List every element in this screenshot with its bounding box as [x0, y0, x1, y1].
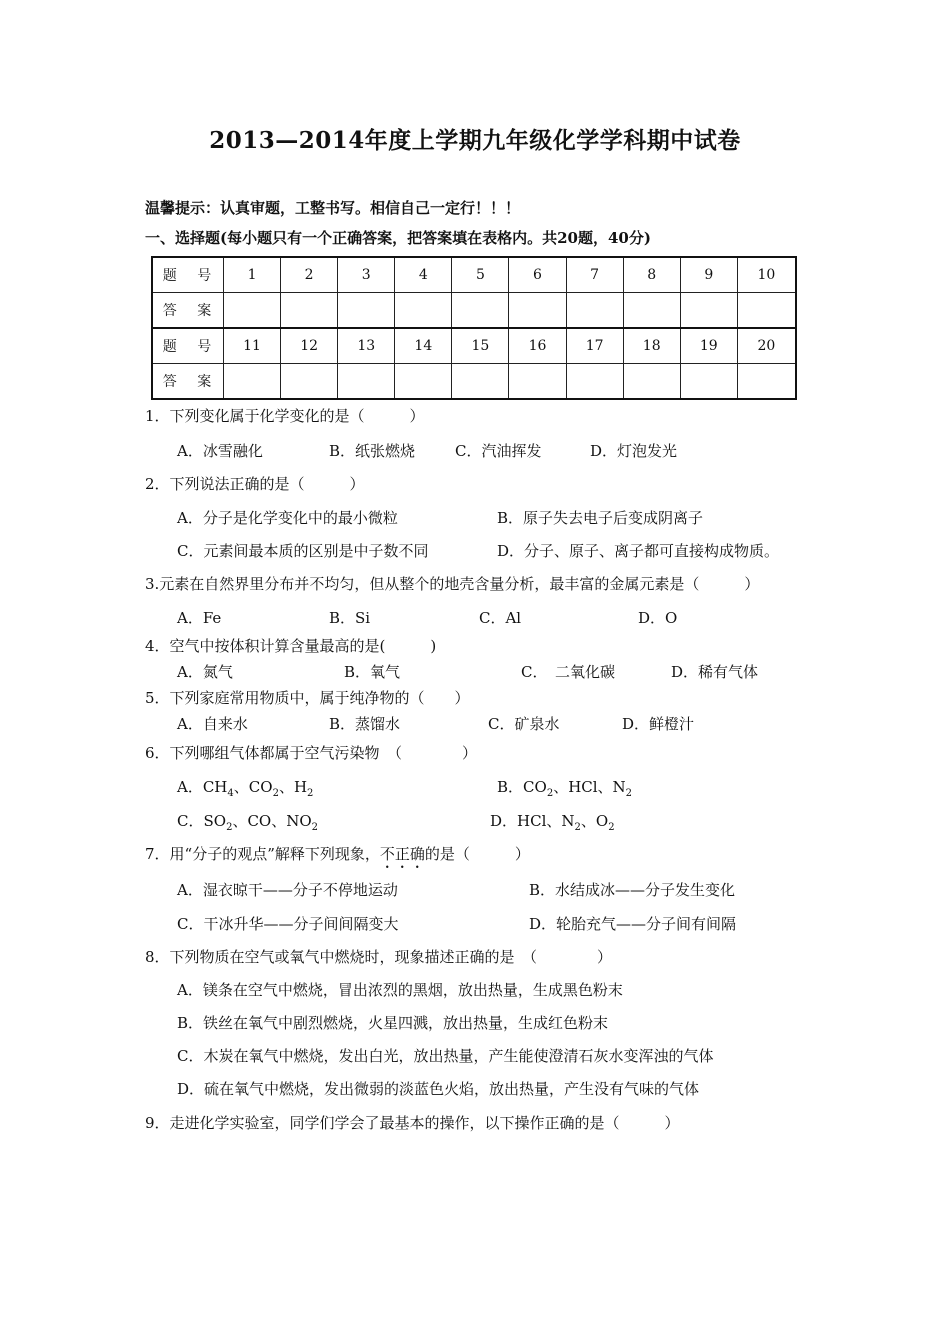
answer-cell[interactable] [224, 293, 281, 329]
question-4-stem: 4．空气中按体积计算含量最高的是( ) [145, 637, 437, 655]
question-9-stem: 9．走进化学实验室，同学们学会了最基本的操作，以下操作正确的是（ ） [145, 1114, 680, 1132]
number-cell: 6 [509, 257, 566, 293]
question-5-stem: 5．下列家庭常用物质中，属于纯净物的（ ） [145, 689, 470, 707]
question-2-stem: 2．下列说法正确的是（ ） [145, 475, 365, 493]
q6-option-d: D．HCl、$N_2$、$O_2$ [490, 812, 615, 833]
q8-option-b: B．铁丝在氧气中剧烈燃烧，火星四溅，放出热量，生成红色粉末 [177, 1014, 609, 1032]
answer-cell[interactable] [338, 364, 395, 400]
number-cell: 8 [623, 257, 680, 293]
answer-cell[interactable] [338, 293, 395, 329]
grid-number-row-1 [152, 257, 796, 293]
q7-option-c: C．干冰升华——分子间间隔变大 [177, 915, 399, 933]
answer-cell[interactable] [680, 364, 737, 400]
q3-option-d: D．O [638, 609, 678, 627]
tip-text: 温馨提示：认真审题，工整书写。相信自己一定行！！！ [145, 199, 521, 217]
number-cell: 11 [224, 328, 281, 364]
grid-answer-row-1 [152, 293, 796, 329]
number-cell: 15 [452, 328, 509, 364]
number-cell: 13 [338, 328, 395, 364]
q3-option-a: A．Fe [177, 609, 222, 627]
answer-cell[interactable] [566, 364, 623, 400]
q5-option-b: B．蒸馏水 [329, 715, 401, 733]
answer-cell[interactable] [281, 364, 338, 400]
answer-cell[interactable] [395, 364, 452, 400]
number-cell: 17 [566, 328, 623, 364]
number-label: 题 号 [152, 328, 224, 364]
q2-option-b: B．原子失去电子后变成阴离子 [497, 509, 704, 527]
answer-cell[interactable] [509, 293, 566, 329]
answer-cell[interactable] [623, 364, 680, 400]
q8-option-c: C．木炭在氧气中燃烧，发出白光，放出热量，产生能使澄清石灰水变浑浊的气体 [177, 1047, 714, 1065]
q6-option-b: B．$CO_2$、HCl、$N_2$ [497, 778, 633, 799]
q1-option-a: A．冰雪融化 [177, 442, 263, 460]
number-cell: 4 [395, 257, 452, 293]
number-cell: 3 [338, 257, 395, 293]
answer-cell[interactable] [281, 293, 338, 329]
q2-option-a: A．分子是化学变化中的最小微粒 [177, 509, 398, 527]
answer-grid [151, 256, 797, 400]
question-3-stem: 3.元素在自然界里分布并不均匀，但从整个的地壳含量分析，最丰富的金属元素是（ ） [145, 575, 760, 593]
q4-option-b: B．氧气 [344, 663, 401, 681]
grid-number-row-2 [152, 328, 796, 364]
q7-option-d: D．轮胎充气——分子间有间隔 [529, 915, 737, 933]
answer-cell[interactable] [680, 293, 737, 329]
grid-answer-row-2 [152, 364, 796, 400]
number-cell: 18 [623, 328, 680, 364]
q6-option-c: C．$SO_2$、CO、$NO_2$ [177, 812, 319, 833]
number-cell: 1 [224, 257, 281, 293]
question-1-stem: 1．下列变化属于化学变化的是（ ） [145, 407, 425, 425]
number-cell: 10 [737, 257, 796, 293]
number-cell: 2 [281, 257, 338, 293]
emphasis-text: 不正确 [379, 845, 425, 863]
answer-cell[interactable] [509, 364, 566, 400]
number-cell: 7 [566, 257, 623, 293]
q6-option-a: A．$CH_4$、$CO_2$、$H_2$ [177, 778, 314, 799]
q8-option-d: D．硫在氧气中燃烧，发出微弱的淡蓝色火焰，放出热量，产生没有气味的气体 [177, 1080, 700, 1098]
question-7-stem: 7．用“分子的观点”解释下列现象，不正确的是（ ） [145, 845, 530, 863]
section-heading: 一、选择题(每小题只有一个正确答案，把答案填在表格内。共20题，40分) [145, 229, 651, 247]
number-cell: 19 [680, 328, 737, 364]
number-cell: 5 [452, 257, 509, 293]
number-label: 题 号 [152, 257, 224, 293]
answer-cell[interactable] [224, 364, 281, 400]
answer-cell[interactable] [566, 293, 623, 329]
q3-option-c: C．Al [479, 609, 522, 627]
number-cell: 9 [680, 257, 737, 293]
q8-option-a: A．镁条在空气中燃烧，冒出浓烈的黑烟，放出热量，生成黑色粉末 [177, 981, 623, 999]
number-cell: 16 [509, 328, 566, 364]
number-cell: 12 [281, 328, 338, 364]
answer-cell[interactable] [452, 293, 509, 329]
q1-option-b: B．纸张燃烧 [329, 442, 416, 460]
q5-option-c: C．矿泉水 [488, 715, 560, 733]
q1-option-c: C．汽油挥发 [455, 442, 542, 460]
q1-option-d: D．灯泡发光 [590, 442, 678, 460]
q5-option-a: A．自来水 [177, 715, 248, 733]
q3-option-b: B．Si [329, 609, 371, 627]
answer-cell[interactable] [452, 364, 509, 400]
answer-cell[interactable] [395, 293, 452, 329]
q4-option-d: D．稀有气体 [671, 663, 759, 681]
answer-label: 答 案 [152, 293, 224, 329]
page-title: 2013—2014年度上学期九年级化学学科期中试卷 [209, 127, 741, 154]
answer-label: 答 案 [152, 364, 224, 400]
q4-option-a: A．氮气 [177, 663, 233, 681]
q4-option-c: C． 二氧化碳 [521, 663, 615, 681]
question-6-stem: 6．下列哪组气体都属于空气污染物 （ ） [145, 744, 478, 762]
answer-cell[interactable] [737, 293, 796, 329]
number-cell: 14 [395, 328, 452, 364]
number-cell: 20 [737, 328, 796, 364]
question-8-stem: 8．下列物质在空气或氧气中燃烧时，现象描述正确的是 （ ） [145, 948, 613, 966]
q2-option-d: D．分子、原子、离子都可直接构成物质。 [497, 542, 780, 560]
q7-option-b: B．水结成冰——分子发生变化 [529, 881, 736, 899]
answer-cell[interactable] [737, 364, 796, 400]
answer-cell[interactable] [623, 293, 680, 329]
q2-option-c: C．元素间最本质的区别是中子数不同 [177, 542, 429, 560]
q5-option-d: D．鲜橙汁 [622, 715, 695, 733]
q7-option-a: A．湿衣晾干——分子不停地运动 [177, 881, 398, 899]
